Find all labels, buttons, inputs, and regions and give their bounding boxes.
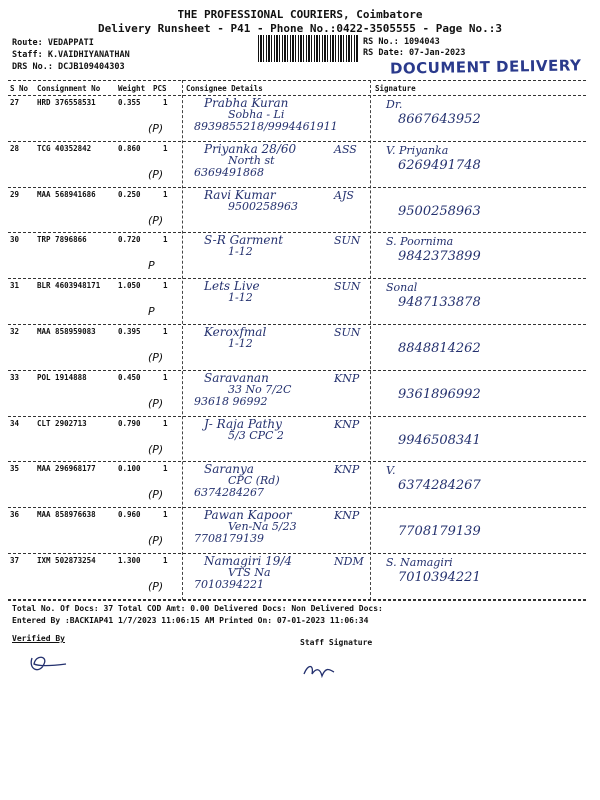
consignee-detail: North st (228, 153, 275, 167)
route: Route: VEDAPPATI (12, 38, 94, 48)
consignee-detail: J- Raja Pathy (204, 416, 282, 431)
col-sno: S No (10, 84, 29, 93)
paid-mark: (P) (148, 167, 164, 181)
table-row (8, 417, 586, 463)
col-consignment: Consignment No (37, 84, 101, 93)
table-top-rule (8, 80, 586, 81)
area-code: SUN (334, 326, 361, 339)
area-code: KNP (334, 509, 360, 523)
consignee-detail: 93618 96992 (194, 394, 268, 408)
pieces: 1 (163, 556, 168, 565)
area-code: NDM (334, 555, 364, 568)
paid-mark: (P) (148, 580, 164, 593)
signatory-phone: 9500258963 (398, 203, 481, 219)
table-row (8, 96, 586, 142)
consignment-number: IXM 502873254 (37, 556, 96, 565)
signatory-name: V. (386, 464, 396, 478)
document-delivery-stamp: DOCUMENT DELIVERY (389, 56, 582, 78)
serial-number: 34 (10, 418, 20, 428)
weight: 0.355 (118, 98, 141, 107)
serial-number: 30 (10, 235, 20, 245)
consignee-detail: 6369491868 (194, 165, 264, 179)
consignment-number: HRD 376558531 (37, 98, 96, 107)
pieces: 1 (163, 510, 168, 520)
consignee-detail: 1-12 (228, 245, 253, 259)
serial-number: 28 (10, 143, 20, 153)
consignment-number: POL 1914888 (37, 372, 87, 382)
pieces: 1 (163, 418, 168, 428)
consignee-detail: S-R Garment (204, 233, 284, 248)
signatory-phone: 9361896992 (398, 386, 481, 402)
rs-date: RS Date: 07-Jan-2023 (363, 48, 466, 58)
pieces: 1 (163, 98, 168, 107)
consignment-number: MAA 296968177 (37, 464, 96, 474)
consignee-detail: Priyanka 28/60 (204, 141, 297, 156)
weight: 0.860 (118, 143, 141, 153)
consignee-detail: 7010394221 (194, 578, 264, 591)
company-name: THE PROFESSIONAL COURIERS, Coimbatore (177, 8, 423, 21)
signatory-phone: 8667643952 (398, 112, 481, 127)
consignee-detail: 5/3 CPC 2 (228, 428, 284, 442)
signatory-name: Dr. (386, 98, 403, 111)
paid-mark: P (148, 305, 155, 319)
serial-number: 29 (10, 189, 20, 199)
consignment-number: BLR 4603948171 (37, 281, 101, 291)
col-pcs: PCS (153, 84, 167, 93)
table-bottom-rule (8, 600, 586, 601)
pieces: 1 (163, 281, 168, 291)
signatory-phone: 8848814262 (398, 341, 481, 356)
paid-mark: (P) (148, 534, 164, 548)
consignee-detail: 33 No 7/2C (228, 382, 292, 396)
staff-signature-label: Staff Signature (300, 638, 373, 647)
paid-mark: (P) (148, 488, 164, 502)
pieces: 1 (163, 189, 168, 199)
consignment-number: MAA 858976638 (37, 510, 96, 520)
signatory-phone: 9487133878 (398, 295, 481, 311)
paid-mark: (P) (148, 122, 164, 135)
signatory-name: Sonal (386, 281, 418, 295)
signatory-phone: 6374284267 (398, 478, 481, 494)
paid-mark: (P) (148, 396, 164, 410)
consignment-number: TRP 7896866 (37, 235, 87, 245)
table-row (8, 233, 586, 279)
pieces: 1 (163, 464, 168, 474)
consignee-detail: 6374284267 (194, 486, 264, 500)
table-row (8, 188, 586, 234)
consignee-detail: Ravi Kumar (204, 187, 276, 202)
serial-number: 36 (10, 510, 20, 520)
signatory-phone: 7708179139 (398, 524, 481, 540)
serial-number: 33 (10, 372, 20, 382)
paid-mark: (P) (148, 351, 164, 364)
consignment-number: TCG 40352842 (37, 143, 92, 153)
weight: 1.050 (118, 281, 141, 291)
staff: Staff: K.VAIDHIYANATHAN (12, 50, 130, 60)
signatory-phone: 7010394221 (398, 570, 481, 585)
table-row (8, 279, 586, 325)
paid-mark: (P) (148, 442, 164, 456)
consignee-detail: 9500258963 (228, 199, 298, 213)
consignee-detail: 8939855218/9994461911 (194, 120, 338, 133)
weight: 0.790 (118, 418, 141, 428)
signatory-phone: 6269491748 (398, 157, 481, 173)
weight: 0.395 (118, 327, 141, 336)
serial-number: 35 (10, 464, 20, 474)
consignee-detail: VTS Na (228, 566, 271, 579)
table-row (8, 142, 586, 188)
area-code: SUN (334, 280, 361, 294)
area-code: KNP (334, 417, 360, 431)
barcode (258, 35, 358, 62)
pieces: 1 (163, 143, 168, 153)
consignee-detail: Pawan Kapoor (204, 508, 292, 523)
col-signature: Signature (375, 84, 416, 93)
consignee-detail: 1-12 (228, 337, 253, 350)
area-code: ASS (334, 142, 357, 156)
serial-number: 32 (10, 327, 20, 336)
paid-mark: P (148, 259, 155, 273)
pieces: 1 (163, 372, 168, 382)
verified-by: Verified By (12, 634, 65, 643)
consignee-detail: 1-12 (228, 291, 253, 305)
signatory-name: V. Priyanka (386, 143, 449, 157)
weight: 0.450 (118, 372, 141, 382)
weight: 0.960 (118, 510, 141, 520)
consignment-number: MAA 858959083 (37, 327, 96, 336)
consignment-number: CLT 2902713 (37, 418, 87, 428)
consignee-detail: Ven-Na 5/23 (228, 520, 297, 534)
area-code: AJS (334, 188, 354, 202)
table-row (8, 508, 586, 554)
signatory-phone: 9842373899 (398, 249, 481, 265)
totals-line: Total No. Of Docs: 37 Total COD Amt: 0.00 Delivered Docs: Non Delivered Docs: (12, 604, 383, 613)
table-row (8, 554, 586, 600)
entered-by-line: Entered By :BACKIAP41 1/7/2023 11:06:15 AM Printed On: 07-01-2023 11:06:34 (12, 616, 369, 625)
weight: 0.100 (118, 464, 141, 474)
table-row (8, 462, 586, 508)
signatory-name: S. Poornima (386, 235, 454, 249)
rs-number: RS No.: 1094043 (363, 37, 440, 47)
consignee-detail: Sobha - Li (228, 108, 285, 121)
serial-number: 31 (10, 281, 20, 291)
verifier-signature (26, 652, 76, 676)
table-row (8, 325, 586, 371)
table-row (8, 371, 586, 417)
col-consignee: Consignee Details (186, 84, 263, 93)
weight: 0.720 (118, 235, 141, 245)
consignee-detail: Saranya (204, 462, 254, 477)
consignee-detail: 7708179139 (194, 532, 264, 546)
serial-number: 27 (10, 98, 20, 107)
signatory-name: S. Namagiri (386, 556, 453, 569)
runsheet-title: Delivery Runsheet - P41 - Phone No.:0422-3505555 - Page No.:3 (98, 22, 502, 35)
area-code: SUN (334, 234, 361, 248)
consignee-detail: Namagiri 19/4 (204, 554, 293, 568)
weight: 0.250 (118, 189, 141, 199)
pieces: 1 (163, 235, 168, 245)
consignee-detail: Prabha Kuran (204, 96, 289, 110)
drs-number: DRS No.: DCJB109404303 (12, 62, 125, 72)
paid-mark: (P) (148, 213, 164, 227)
consignment-number: MAA 568941686 (37, 189, 96, 199)
consignee-detail: CPC (Rd) (228, 474, 280, 488)
signatory-phone: 9946508341 (398, 432, 481, 448)
serial-number: 37 (10, 556, 20, 565)
area-code: KNP (334, 371, 360, 385)
staff-signature (300, 660, 340, 684)
consignee-detail: Lets Live (204, 279, 260, 294)
consignee-detail: Keroxfmal (204, 325, 267, 339)
col-weight: Weight (118, 84, 146, 93)
pieces: 1 (163, 327, 168, 336)
weight: 1.300 (118, 556, 141, 565)
area-code: KNP (334, 463, 360, 477)
consignee-detail: Saravanan (204, 370, 269, 385)
